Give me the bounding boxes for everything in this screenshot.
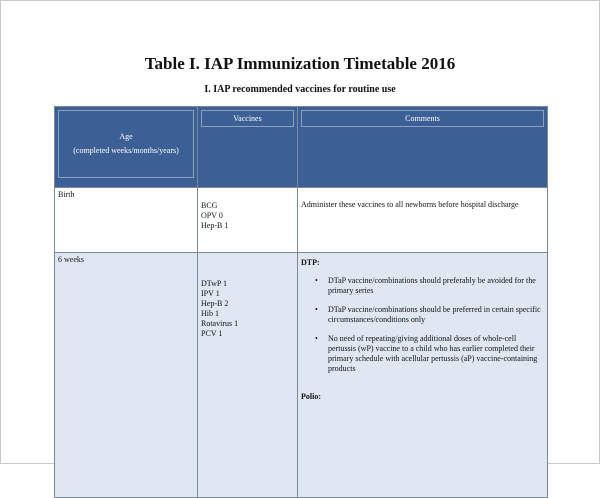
bullet-text: DTaP vaccine/combinations should be preferred in certain specific circumstances/conditions only <box>328 305 541 324</box>
vaccine-item: Rotavirus 1 <box>201 319 239 328</box>
immunization-table <box>54 106 548 498</box>
header-vaccines-cell <box>198 107 298 188</box>
vaccines-cell <box>198 253 298 498</box>
header-comments-cell <box>298 107 548 188</box>
vaccines-cell <box>198 188 298 253</box>
table-row <box>55 253 548 498</box>
list-item <box>301 334 544 374</box>
comment-bullet-list <box>301 276 544 374</box>
header-age: Age <box>119 132 133 141</box>
list-item <box>301 276 544 296</box>
vaccine-item: Hib 1 <box>201 309 219 318</box>
table-row <box>55 188 548 253</box>
bullet-icon: • <box>315 334 318 343</box>
vaccine-item: IPV 1 <box>201 289 220 298</box>
comment-footer-heading: Polio: <box>301 392 321 401</box>
header-age-sub: (completed weeks/months/years) <box>73 146 179 155</box>
header-vaccines: Vaccines <box>201 110 294 127</box>
bullet-text: DTaP vaccine/combinations should preferably be avoided for the primary series <box>328 276 536 295</box>
page-subtitle: I. IAP recommended vaccines for routine use <box>204 84 396 95</box>
comment-cell: Administer these vaccines to all newborns before hospital discharge <box>298 188 548 253</box>
list-item <box>301 305 544 325</box>
header-comments: Comments <box>301 110 544 127</box>
bullet-icon: • <box>315 276 318 285</box>
page-title: Table I. IAP Immunization Timetable 2016 <box>144 54 456 73</box>
vaccine-item: PCV 1 <box>201 329 223 338</box>
vaccine-item: BCG <box>201 201 218 210</box>
vaccine-item: DTwP 1 <box>201 279 228 288</box>
header-age-cell <box>55 107 198 188</box>
bullet-text: No need of repeating/giving additional doses of whole-cell pertussis (wP) vaccine to a child who has earlier completed their primary schedule with acellular pertussis (aP) vaccine-containing products <box>328 334 538 373</box>
comment-heading: DTP: <box>301 258 320 267</box>
table-header-row <box>55 107 548 188</box>
age-cell: 6 weeks <box>55 253 198 498</box>
age-cell: Birth <box>55 188 198 253</box>
bullet-icon: • <box>315 305 318 314</box>
vaccine-item: Hep-B 1 <box>201 221 229 230</box>
comment-cell <box>298 253 548 498</box>
vaccine-item: OPV 0 <box>201 211 223 220</box>
vaccine-item: Hep-B 2 <box>201 299 229 308</box>
